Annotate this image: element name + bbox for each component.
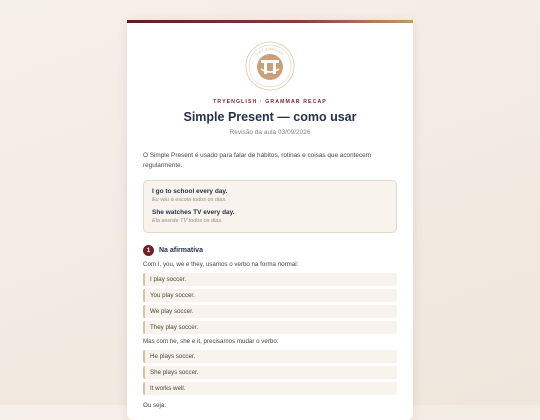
example-line: He plays soccer. xyxy=(143,350,397,363)
section-paragraph: Ou seja: xyxy=(143,402,167,409)
section-number-badge: 1 xyxy=(143,245,154,256)
example-box xyxy=(143,180,397,233)
example-line: They play soccer. xyxy=(143,321,397,334)
tryenglish-logo-icon xyxy=(245,41,295,91)
example-line: It works well. xyxy=(143,382,397,395)
section-paragraph: Mas com he, she e it, precisamos mudar o verbo: xyxy=(143,338,279,345)
logo-arc-text: TRY ENGLISH xyxy=(255,46,285,57)
brand-label: TRYENGLISH · GRAMMAR RECAP xyxy=(213,99,327,105)
content xyxy=(127,151,413,409)
intro-text: O Simple Present é usado para falar de hábitos, rotinas e coisas que acontecem regularmente. xyxy=(143,152,372,169)
section-heading xyxy=(143,245,397,256)
example-sentence: She watches TV every day. xyxy=(152,209,235,216)
example-translation: Eu vou à escola todos os dias. xyxy=(152,197,227,203)
example-line: We play soccer. xyxy=(143,305,397,318)
page-title: Simple Present — como usar xyxy=(183,110,357,124)
recap-card xyxy=(127,20,413,420)
example-line: She plays soccer. xyxy=(143,366,397,379)
example-list xyxy=(143,273,397,334)
example-list xyxy=(143,350,397,395)
section-title: Na afirmativa xyxy=(159,247,203,254)
example-sentence: I go to school every day. xyxy=(152,188,228,195)
card-top-accent-bar xyxy=(127,20,413,23)
example-line: You play soccer. xyxy=(143,289,397,302)
page-subtitle: Revisão da aula 03/09/2026 xyxy=(229,129,311,136)
logo-wrap xyxy=(127,41,413,91)
example-translation: Ela assiste TV todos os dias. xyxy=(152,218,223,224)
section-paragraph: Com I, you, we e they, usamos o verbo na forma normal: xyxy=(143,261,299,268)
example-line: I play soccer. xyxy=(143,273,397,286)
